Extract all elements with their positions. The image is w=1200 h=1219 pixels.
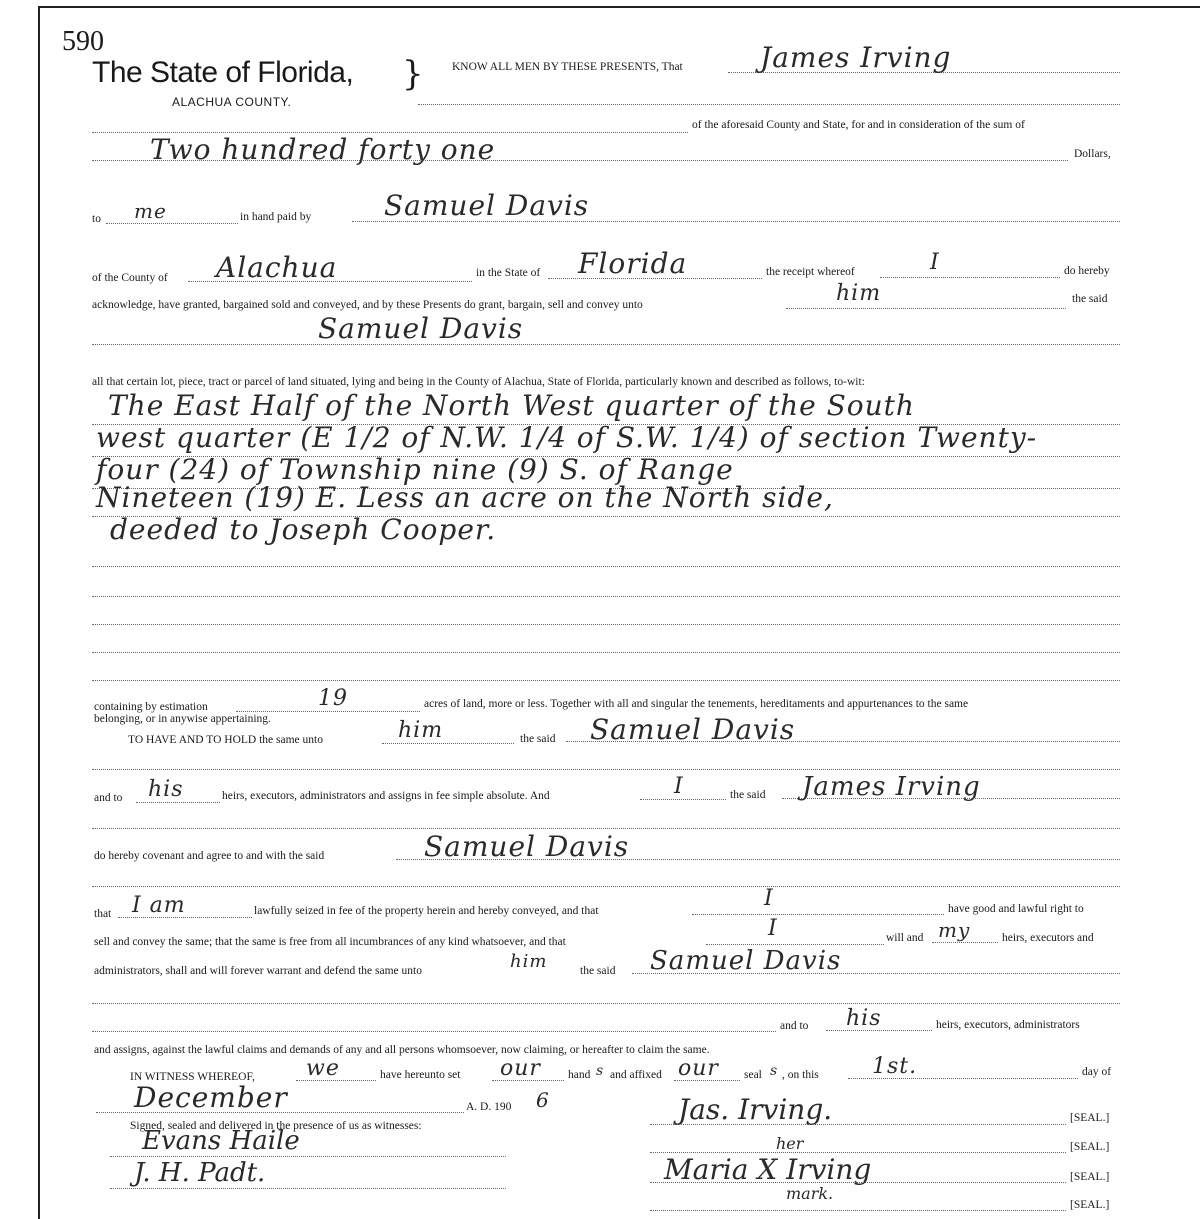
heirs-text: heirs, executors, administrators and assigns in fee simple absolute. And — [222, 790, 550, 802]
seal-label-3: [SEAL.] — [1070, 1171, 1110, 1183]
rule — [782, 798, 1120, 799]
paid-by-value: Samuel Davis — [384, 189, 590, 222]
belonging-text: belonging, or in anywise appertaining. — [94, 713, 271, 725]
and-to-his: his — [148, 777, 184, 802]
our-seal-value: our — [678, 1056, 719, 1081]
her-label: her — [776, 1134, 804, 1153]
his-value-2: his — [846, 1006, 882, 1031]
unto-value: him — [836, 281, 882, 306]
rule — [136, 802, 220, 803]
description-line-1: The East Half of the North West quarter of the South — [108, 389, 915, 422]
the-said-label: the said — [1072, 293, 1108, 305]
day-of-label: day of — [1082, 1066, 1112, 1078]
rule — [692, 914, 944, 915]
description-intro: all that certain lot, piece, tract or parcel of land situated, lying and being in the County of Alachua, State of Florida, particularly known and described as follows, to-wit: — [92, 376, 865, 388]
ad-label: A. D. 190 — [466, 1101, 512, 1113]
heirs-exec-text: heirs, executors and — [1002, 932, 1094, 944]
rule — [706, 944, 884, 945]
seal-label: seal — [744, 1069, 762, 1081]
year-digit: 6 — [536, 1088, 550, 1112]
witness-signature-1: Evans Haile — [142, 1126, 300, 1156]
and-i-grantor: James Irving — [802, 772, 981, 802]
dollars-label: Dollars, — [1074, 148, 1111, 160]
rule — [96, 1112, 464, 1113]
hand-plural: s — [596, 1063, 605, 1079]
rule — [92, 1031, 776, 1032]
rule — [826, 1030, 932, 1031]
paid-by-label: in hand paid by — [240, 211, 312, 223]
rule — [92, 624, 1120, 625]
receipt-value: I — [930, 250, 940, 275]
hand-label: hand — [568, 1069, 591, 1081]
rule — [106, 223, 238, 224]
page-border-top — [38, 6, 1200, 8]
the-said-label: the said — [730, 789, 766, 801]
have-hold-grantee: Samuel Davis — [590, 713, 796, 746]
lawfully-seized-text: lawfully seized in fee of the property herein and hereby conveyed, and that — [254, 905, 599, 917]
to-have-label: TO HAVE AND TO HOLD the same unto — [128, 734, 323, 746]
grantor-name: James Irving — [760, 41, 952, 74]
our-hand-value: our — [500, 1056, 541, 1081]
seal-label-1: [SEAL.] — [1070, 1112, 1110, 1124]
rule — [296, 1080, 376, 1081]
rule — [92, 160, 1068, 161]
brace: } — [402, 54, 424, 94]
grantee-name: Samuel Davis — [318, 312, 524, 345]
state-of-label: in the State of — [476, 267, 541, 279]
and-affixed-label: and affixed — [610, 1069, 662, 1081]
signer-signature-1: Jas. Irving. — [678, 1093, 833, 1126]
receipt-label: the receipt whereof — [766, 266, 855, 278]
rule — [110, 1156, 506, 1157]
county-value: Alachua — [216, 251, 338, 284]
to-value: me — [134, 199, 167, 223]
heirs-admin-text: heirs, executors, administrators — [936, 1019, 1080, 1031]
mark-label: mark. — [786, 1184, 834, 1203]
and-to-label: and to — [94, 792, 123, 804]
we-value: we — [306, 1056, 340, 1081]
signer-signature-2: Maria X Irving — [664, 1153, 872, 1186]
seal-label-2: [SEAL.] — [1070, 1141, 1110, 1153]
rule — [236, 711, 420, 712]
sell-convey-text: sell and convey the same; that the same is free from all incumbrances of any kind whatsoever, and that — [94, 936, 566, 948]
will-and-label: will and — [886, 932, 924, 944]
rule — [92, 344, 1120, 345]
state-value: Florida — [578, 247, 688, 280]
rule — [92, 596, 1120, 597]
signed-sealed-text: Signed, sealed and delivered in the presence of us as witnesses: — [130, 1120, 422, 1132]
rule — [92, 769, 1120, 770]
acres-text: acres of land, more or less. Together with all and singular the tenements, hereditaments and appurtenances to the same — [424, 698, 969, 710]
aforesaid-text: of the aforesaid County and State, for and in consideration of the sum of — [692, 119, 1025, 131]
rule — [786, 308, 1066, 309]
page-border-left — [38, 6, 40, 1219]
have-good-text: have good and lawful right to — [948, 903, 1084, 915]
rule — [396, 859, 1120, 860]
rule — [492, 1080, 564, 1081]
do-hereby-label: do hereby — [1064, 265, 1110, 277]
rule — [932, 942, 998, 943]
to-label: to — [92, 213, 101, 225]
i-am-value: I am — [132, 893, 186, 918]
have-hereunto-label: have hereunto set — [380, 1069, 461, 1081]
rule — [650, 1182, 1066, 1183]
document-title: The State of Florida, — [92, 56, 354, 89]
rule — [92, 652, 1120, 653]
rule — [92, 886, 1120, 887]
and-i-value: I — [674, 774, 684, 799]
description-line-5: deeded to Joseph Cooper. — [110, 513, 497, 546]
description-line-3: four (24) of Township nine (9) S. of Range — [96, 453, 734, 486]
rule — [110, 1188, 506, 1189]
administrators-text: administrators, shall and will forever warrant and defend the same unto — [94, 965, 422, 977]
rule — [880, 277, 1060, 278]
containing-label: containing by estimation — [94, 701, 208, 713]
and-assigns-text: and assigns, against the lawful claims and demands of any and all persons whomsoever, now claiming, or hereafter to claim the same. — [94, 1044, 710, 1056]
rule — [566, 741, 1120, 742]
rule — [640, 799, 726, 800]
rule — [674, 1080, 740, 1081]
covenant-with: Samuel Davis — [424, 830, 630, 863]
description-line-2: west quarter (E 1/2 of N.W. 1/4 of S.W. 1/4) of section Twenty- — [96, 421, 1038, 454]
that-i-value-2: I — [768, 916, 778, 941]
and-to-label-2: and to — [780, 1020, 809, 1032]
acres-value: 19 — [318, 686, 348, 711]
sum-in-words: Two hundred forty one — [150, 133, 496, 166]
rule — [632, 973, 1120, 974]
covenant-label: do hereby covenant and agree to and with the said — [94, 850, 325, 862]
rule — [118, 917, 252, 918]
rule — [188, 281, 472, 282]
on-this-label: , on this — [782, 1069, 819, 1081]
know-all-men-text: KNOW ALL MEN BY THESE PRESENTS, That — [452, 61, 683, 73]
rule — [92, 566, 1120, 567]
rule — [650, 1124, 1066, 1125]
county-of-label: of the County of — [92, 272, 168, 284]
in-witness-label: IN WITNESS WHEREOF, — [130, 1071, 255, 1083]
rule — [382, 743, 514, 744]
month-value: December — [134, 1081, 288, 1114]
description-line-4: Nineteen (19) E. Less an acre on the North side, — [96, 481, 834, 514]
the-said-label: the said — [520, 733, 556, 745]
rule — [352, 221, 1120, 222]
rule — [848, 1078, 1078, 1079]
that-i-value: I — [764, 886, 774, 911]
the-said-label: the said — [580, 965, 616, 977]
seal-plural: s — [770, 1063, 779, 1079]
warrant-grantee: Samuel Davis — [650, 946, 842, 976]
day-value: 1st. — [872, 1054, 918, 1079]
rule — [92, 1003, 1120, 1004]
seal-label-4: [SEAL.] — [1070, 1199, 1110, 1211]
county-heading: ALACHUA COUNTY. — [172, 95, 292, 109]
page-number: 590 — [62, 26, 104, 57]
rule — [92, 680, 1120, 681]
my-value: my — [938, 918, 971, 942]
that-label: that — [94, 908, 112, 920]
rule — [418, 104, 1120, 105]
rule — [548, 278, 762, 279]
rule — [92, 828, 1120, 829]
acknowledge-text: acknowledge, have granted, bargained sold and conveyed, and by these Presents do grant, bargain, sell and convey unto — [92, 299, 643, 311]
warrant-unto: him — [510, 951, 548, 972]
rule — [650, 1210, 1066, 1211]
have-hold-unto: him — [398, 718, 444, 743]
witness-signature-2: J. H. Padt. — [134, 1158, 266, 1188]
